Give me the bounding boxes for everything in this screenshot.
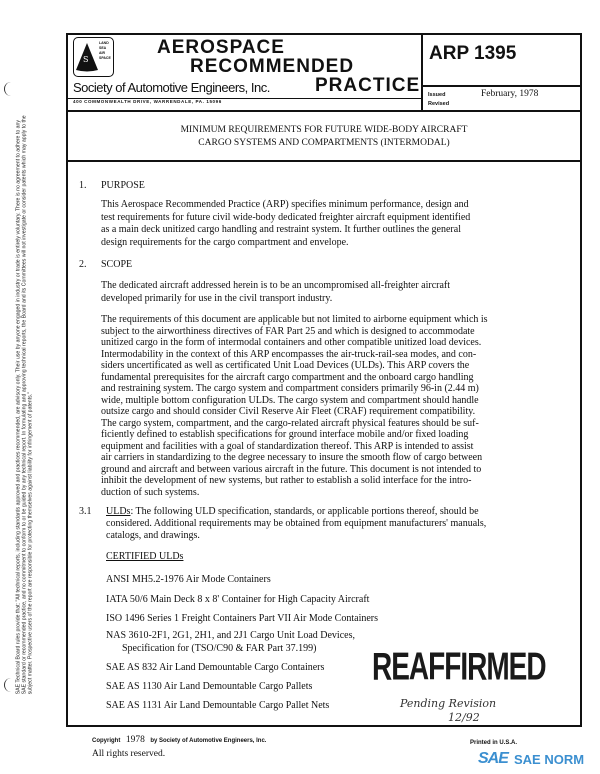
copyright-year: 1978 [125, 735, 145, 745]
section-heading-scope: SCOPE [101, 259, 133, 270]
handwritten-note: Pending Revision [400, 697, 497, 710]
punch-mark [4, 82, 15, 96]
section-number: 1. [79, 180, 87, 191]
title-bottom-rule [66, 160, 582, 162]
header-title-recommended: RECOMMENDED [190, 56, 355, 77]
punch-mark [4, 678, 15, 692]
printed-in: Printed in U.S.A. [470, 740, 518, 746]
text-line: inhibit the development of new systems, but rather to establish a solid interface for the intro- [101, 475, 472, 486]
text-line: equipment and facilities with a goal of standardization thereof. This ARP is intended to assist [101, 440, 474, 452]
section-heading-ulds: ULDs [106, 506, 131, 517]
text-line: This Aerospace Recommended Practice (ARP) specifies minimum performance, design and [101, 199, 469, 210]
header-bottom-rule [66, 110, 582, 112]
text-line: fundamental prerequisites for the aircraft cargo compartment and the onboard cargo handling [101, 371, 474, 383]
uld-list-item: IATA 50/6 Main Deck 8 x 8' Container for High Capacity Aircraft [106, 594, 370, 605]
org-name: Society of Automotive Engineers, Inc. [73, 80, 270, 95]
text-line: ficiently defined to establish specifications for ground interface mobile and/or fixed loading [101, 429, 469, 440]
watermark-logo: SAE [478, 750, 508, 767]
section-heading-purpose: PURPOSE [101, 180, 145, 191]
text-line: The cargo system, compartment, and the cargo-related aircraft physical features should be suf- [101, 417, 479, 429]
text-line: subject to the airworthiness directives of FAR Part 25 and which is designed to accommodate [101, 325, 475, 337]
copyright-owner: by Society of Automotive Engineers, Inc. [150, 738, 267, 744]
uld-list-item: SAE AS 1130 Air Land Demountable Cargo Pallets [106, 681, 313, 692]
issued-label: Issued [428, 92, 446, 98]
sae-logo [73, 37, 114, 77]
text-line: Intermodability in the context of this ARP encompasses the air-truck-rail-sea modes, and con- [101, 348, 477, 360]
issued-date: February, 1978 [481, 89, 539, 99]
text-line: outsize cargo and should consider Civil Reserve Air Fleet (CRAF) requirement compatibility. [101, 406, 476, 417]
text-line: wide, multiple bottom configuration ULDs. The cargo system and compartment should handle [101, 394, 479, 406]
logo-text: SEA [99, 46, 107, 50]
text-line: siders uncertificated as well as certificated Unit Load Devices (ULDs). This ARP covers the [101, 360, 470, 371]
header-divider [422, 85, 582, 87]
copyright-line [92, 735, 266, 747]
text-line: unitized cargo in the form of intermodal containers and other compatible unitized load devices. [101, 337, 482, 348]
ulds-paragraph [106, 506, 486, 542]
logo-text: SPACE [99, 56, 111, 60]
header-vertical-divider [421, 33, 423, 111]
text-line: duction of such systems. [101, 486, 200, 498]
document-title-line: CARGO SYSTEMS AND COMPARTMENTS (INTERMODAL) [198, 138, 450, 148]
scope-paragraph-1 [101, 280, 450, 305]
text-line: test requirements for future civil wide-body dedicated freighter aircraft equipment identified [101, 211, 471, 223]
rights-reserved: All rights reserved. [92, 749, 166, 759]
advisory-side-note: SAE Technical Board rules provide that: "All technical reports, including standards approved and practices recommended, are advisory only. Their use by anyone engaged in industry or trade is entirely voluntary. There is no agreement to adhere to any SAE standard or recommended practice, and no commitment to conform to or be guided by any technical report. In formulating and approving technical reports, the Board and its Committees will not investigate or consider patents which may apply to the subject matter. Prospective users of the report are responsible for protecting themselves against liability for infringement of patents." [15, 115, 35, 695]
handwritten-date: 12/92 [448, 711, 480, 724]
certified-ulds-subheading: CERTIFIED ULDs [106, 551, 184, 562]
purpose-paragraph [101, 199, 470, 249]
document-title [66, 124, 582, 150]
text-line: : The following ULD specification, standards, or applicable portions thereof, should be [130, 506, 479, 517]
watermark-text: SAE NORM [514, 752, 585, 767]
doc-number [429, 43, 516, 65]
text-line: developed primarily for use in the civil transport industry. [101, 292, 333, 304]
sae-triangle-icon [75, 42, 99, 72]
header-title-aerospace: AEROSPACE [157, 37, 285, 58]
text-line: air carriers in standardizing to the degree necessary to insure the smooth flow of cargo between [101, 452, 483, 463]
doc-number-text: ARP 1395 [429, 43, 517, 64]
org-address: 400 COMMONWEALTH DRIVE, WARRENDALE, PA. 15096 [73, 99, 222, 104]
logo-text: AIR [99, 51, 106, 55]
uld-list-item: ANSI MH5.2-1976 Air Mode Containers [106, 574, 271, 585]
text-line: as a main deck unitized cargo handling and restraint system. It further outlines the general [101, 224, 461, 235]
document-title-line: MINIMUM REQUIREMENTS FOR FUTURE WIDE-BODY AIRCRAFT [180, 125, 468, 135]
uld-list-item: NAS 3610-2F1, 2G1, 2H1, and 2J1 Cargo Unit Load Devices, [106, 630, 355, 641]
text-line: catalogs, and drawings. [106, 530, 200, 541]
header-title-practice: PRACTICE [315, 75, 421, 96]
section-number: 2. [79, 259, 87, 270]
uld-list-item-continued: Specification for (TSO/C90 & FAR Part 37.199) [122, 643, 317, 654]
uld-list-item: SAE AS 832 Air Land Demountable Cargo Containers [106, 662, 325, 673]
text-line: design requirements for the cargo compartment and envelope. [101, 236, 349, 248]
uld-list-item: SAE AS 1131 Air Land Demountable Cargo Pallet Nets [106, 700, 330, 711]
logo-text: LAND [99, 41, 109, 45]
text-line: considered. Additional requirements may be obtained from equipment manufacturers' manuals, [106, 518, 487, 529]
text-line: The requirements of this document are applicable but not limited to airborne equipment which is [101, 314, 488, 325]
reaffirmed-stamp: REAFFIRMED [372, 644, 546, 688]
copyright-label: Copyright [92, 738, 121, 744]
section-number: 3.1 [79, 506, 92, 517]
revised-label: Revised [428, 101, 450, 107]
uld-list-item: ISO 1496 Series 1 Freight Containers Part VII Air Mode Containers [106, 613, 379, 624]
text-line: The dedicated aircraft addressed herein is to be an uncompromised all-freighter aircraft [101, 280, 451, 291]
svg-text:S: S [83, 55, 89, 64]
scope-paragraph-2 [101, 314, 488, 498]
text-line: and restraining system. The cargo system and compartment considers primarily 96-in (2.44 m) [101, 383, 479, 394]
text-line: ground and aircraft and between various aircraft in the future. This document is not intended to [101, 463, 482, 475]
